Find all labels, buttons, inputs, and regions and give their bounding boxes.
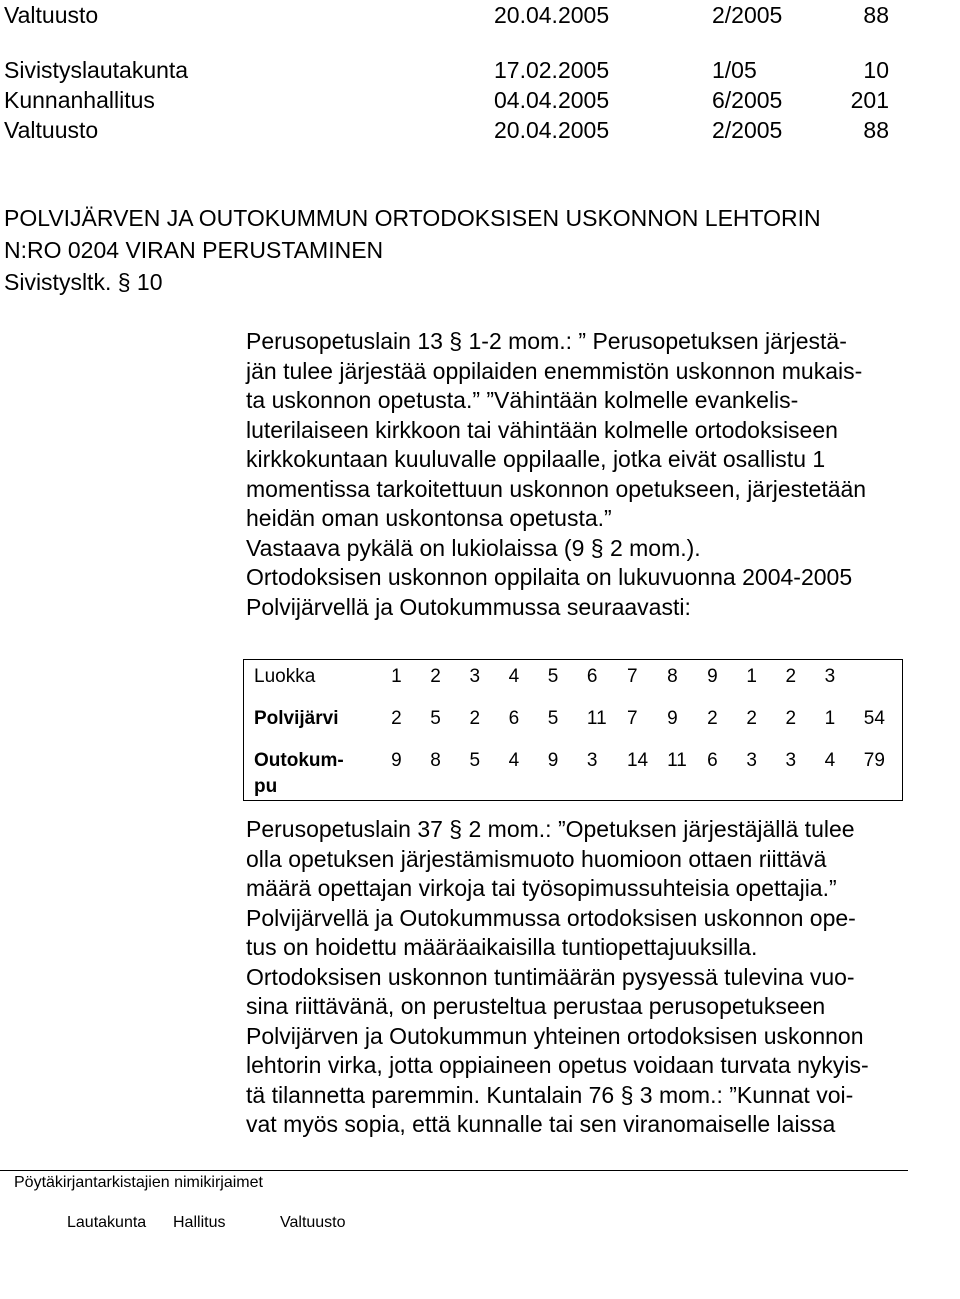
meeting-date: 17.02.2005 [494, 57, 610, 83]
text-line: määrä opettajan virkoja tai työsopimussuhteisia opettajia.” [246, 875, 837, 901]
meeting-body: Valtuusto [4, 2, 99, 28]
table-cell: 8 [667, 666, 678, 687]
table-row-label: Luokka [254, 666, 316, 687]
meeting-date: 04.04.2005 [494, 87, 610, 113]
table-cell: 4 [508, 666, 520, 687]
table-cell: 3 [785, 750, 797, 771]
table-header-row [244, 660, 903, 703]
meeting-number: 1/05 [712, 57, 757, 83]
table-cell: 9 [707, 666, 718, 687]
table-cell: 1 [746, 666, 757, 687]
meeting-number: 2/2005 [712, 117, 783, 143]
signature-column-board: Hallitus [173, 1214, 226, 1231]
table-cell: 2 [469, 708, 481, 729]
text-line: Polvijärvellä ja Outokummussa ortodoksisen uskonnon ope- [246, 904, 856, 931]
table-cell: 5 [430, 708, 441, 729]
meeting-section: 88 [863, 2, 889, 28]
text-line: Ortodoksisen uskonnon tuntimäärän pysyessä tulevina vuo- [246, 963, 855, 990]
table-cell: 2 [785, 666, 797, 687]
text-line: luterilaiseen kirkkoon tai vähintään kolmelle ortodoksiseen [246, 416, 838, 443]
text-line: Ortodoksisen uskonnon oppilaita on lukuvuonna 2004-2005 [246, 564, 853, 590]
table-cell: 11 [586, 708, 607, 729]
meeting-body: Sivistyslautakunta [4, 57, 189, 83]
signature-divider [0, 1170, 908, 1171]
text-line: sina riittävänä, on perusteltua perustaa perusopetukseen [246, 993, 826, 1019]
signature-column-council: Valtuusto [280, 1214, 346, 1231]
text-line: momentissa tarkoitettuun uskonnon opetukseen, järjestetään [246, 475, 867, 502]
text-line: Perusopetuslain 13 § 1-2 mom.: ” Perusopetuksen järjestä- [246, 328, 847, 354]
meeting-section: 201 [850, 87, 889, 113]
text-line: Vastaava pykälä on lukiolaissa (9 § 2 mom.). [246, 534, 701, 561]
text-line: vat myös sopia, että kunnalle tai sen viranomaiselle laissa [246, 1111, 836, 1137]
table-cell: 9 [667, 708, 678, 729]
meeting-section: 10 [863, 57, 889, 83]
signature-column-committee: Lautakunta [67, 1214, 147, 1231]
table-cell: 79 [863, 750, 885, 771]
table-cell: 5 [547, 666, 559, 687]
meeting-section: 88 [863, 117, 889, 143]
table-cell: 54 [863, 708, 885, 729]
table-cell: 4 [824, 750, 836, 771]
table-cell: 2 [746, 708, 757, 729]
table-cell: 11 [667, 750, 687, 771]
table-cell: 6 [508, 708, 520, 729]
table-row-label: Outokum- pu [254, 750, 344, 797]
text-line: olla opetuksen järjestämismuoto huomioon ottaen riittävä [246, 845, 827, 872]
meeting-body: Valtuusto [4, 117, 99, 143]
table-cell: 4 [508, 750, 520, 771]
text-line: Perusopetuslain 37 § 2 mom.: ”Opetuksen järjestäjällä tulee [246, 816, 855, 842]
table-cell: 3 [469, 666, 481, 687]
table-cell: 6 [707, 750, 718, 771]
table-cell: 3 [746, 750, 757, 771]
table-cell: 2 [785, 708, 797, 729]
table-cell: 2 [430, 666, 441, 687]
text-line: heidän oman uskontonsa opetusta.” [246, 505, 612, 531]
text-line: Polvijärvellä ja Outokummussa seuraavasti: [246, 593, 691, 620]
table-cell: 1 [824, 708, 836, 729]
table-cell: 7 [626, 666, 638, 687]
meeting-body: Kunnanhallitus [4, 87, 155, 113]
table-row [244, 702, 903, 744]
text-line: Polvijärven ja Outokummun yhteinen ortodoksisen uskonnon [246, 1022, 864, 1049]
document-title: N:RO 0204 VIRAN PERUSTAMINEN [4, 237, 384, 263]
paragraph-legal-basis [246, 327, 946, 622]
document-title: POLVIJÄRVEN JA OUTOKUMMUN ORTODOKSISEN USKONNON LEHTORIN [4, 205, 821, 231]
text-line: kirkkokuntaan kuuluvalle oppilaalle, jotka eivät osallistu 1 [246, 446, 826, 472]
table-cell: 9 [547, 750, 559, 771]
table-cell: 3 [824, 666, 836, 687]
table-cell: 6 [586, 666, 598, 687]
paragraph-justification [246, 815, 946, 1140]
table-cell: 8 [430, 750, 441, 771]
table-cell: 1 [391, 666, 402, 687]
table-row [244, 744, 903, 801]
section-reference: Sivistysltk. § 10 [4, 269, 163, 295]
table-row-label: Polvijärvi [254, 708, 339, 729]
table-cell: 9 [391, 750, 402, 771]
signature-label: Pöytäkirjantarkistajien nimikirjaimet [14, 1174, 263, 1191]
table-cell: 5 [469, 750, 481, 771]
table-cell: 14 [626, 750, 649, 771]
text-line: tus on hoidettu määräaikaisilla tuntiopettajuuksilla. [246, 934, 758, 960]
text-line: ta uskonnon opetusta.” ”Vähintään kolmelle evankelis- [246, 387, 799, 413]
table-cell: 5 [547, 708, 559, 729]
text-line: tä tilannetta paremmin. Kuntalain 76 § 3 mom.: ”Kunnat voi- [246, 1081, 854, 1108]
table-cell [862, 660, 903, 703]
meeting-number: 2/2005 [712, 2, 783, 28]
pupil-count-table [243, 659, 903, 801]
table-cell: 2 [391, 708, 402, 729]
table-cell: 3 [586, 750, 598, 771]
text-line: lehtorin virka, jotta oppiaineen opetus voidaan turvata nykyis- [246, 1052, 869, 1078]
text-line: jän tulee järjestää oppilaiden enemmistön uskonnon mukais- [246, 357, 863, 384]
table-cell: 2 [707, 708, 718, 729]
table-cell: 7 [626, 708, 638, 729]
meeting-number: 6/2005 [712, 87, 783, 113]
meeting-date: 20.04.2005 [494, 117, 610, 143]
meeting-date: 20.04.2005 [494, 2, 610, 28]
